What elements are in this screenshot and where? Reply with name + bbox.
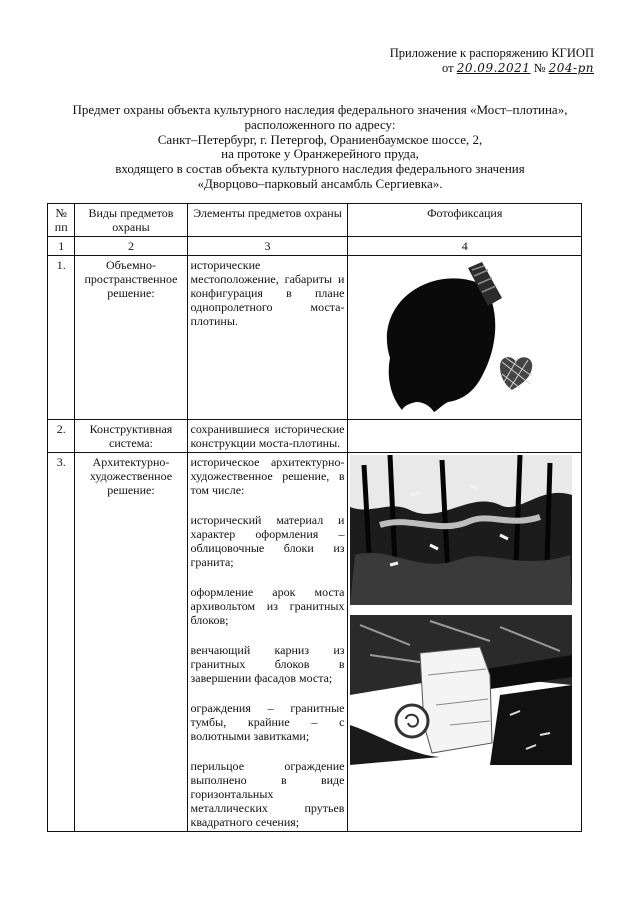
header-row xyxy=(48,204,582,237)
photo-cell xyxy=(348,256,582,420)
row-type: Архитектурно-художественное решение: xyxy=(75,453,187,832)
heading-line: на протоке у Оранжерейного пруда, xyxy=(221,146,419,162)
bridge-overhead-photo xyxy=(350,258,572,416)
handwritten-number: 204-рп xyxy=(548,61,594,75)
bridge-side-photo xyxy=(350,455,572,605)
element-text: оформление арок моста архивольтом из гранитных блоков; xyxy=(190,585,345,627)
header-photo: Фотофиксация xyxy=(348,204,582,237)
index-cell: 1 xyxy=(48,237,75,256)
row-number: 2. xyxy=(48,420,75,453)
row-elements xyxy=(187,453,348,832)
heading-line: расположенного по адресу: xyxy=(244,116,396,132)
appendix-date-line: от 20.09.2021 № 204-рп xyxy=(442,61,594,75)
element-text: венчающий карниз из гранитных блоков в завершении фасадов моста; xyxy=(190,643,345,685)
appendix-note xyxy=(390,46,594,76)
photo-cell xyxy=(348,453,582,832)
row-elements xyxy=(187,420,348,453)
heading-line: Санкт–Петербург, г. Петергоф, Ораниенбаумское шоссе, 2, xyxy=(157,131,483,147)
heading-line: «Дворцово–парковый ансамбль Сергиевка». xyxy=(197,175,443,191)
index-cell: 4 xyxy=(348,237,582,256)
document-heading xyxy=(40,103,600,192)
index-cell: 2 xyxy=(75,237,187,256)
granite-bollard-photo xyxy=(350,615,572,765)
protection-table xyxy=(47,203,582,832)
element-text: историческое архитектурно-художественное решение, в том числе: xyxy=(190,455,345,497)
row-elements xyxy=(187,256,348,420)
heading-line: входящего в состав объекта культурного наследия федерального значения xyxy=(115,161,525,177)
index-cell: 3 xyxy=(187,237,348,256)
row-type: Конструктивная система: xyxy=(75,420,187,453)
appendix-title: Приложение к распоряжению КГИОП xyxy=(389,46,594,60)
header-elements: Элементы предметов охраны xyxy=(187,204,348,237)
row-number: 3. xyxy=(48,453,75,832)
photo-cell-empty xyxy=(348,420,582,453)
header-type: Виды предметов охраны xyxy=(75,204,187,237)
element-text: перильцое ограждение выполнено в виде горизонтальных металлических прутьев квадратного сечения; xyxy=(190,759,345,829)
element-text: исторические местоположение, габариты и конфигурация в плане однопролетного моста-плотины. xyxy=(190,258,345,328)
element-text: исторический материал и характер оформления – облицовочные блоки из гранита; xyxy=(190,513,345,569)
header-num: № пп xyxy=(48,204,75,237)
element-text: сохранившиеся исторические конструкции моста-плотины. xyxy=(190,422,345,450)
handwritten-date: 20.09.2021 xyxy=(456,61,531,75)
table-row xyxy=(48,256,582,420)
table-row xyxy=(48,420,582,453)
row-type: Объемно-пространственное решение: xyxy=(75,256,187,420)
table-row xyxy=(48,453,582,832)
index-row xyxy=(48,237,582,256)
element-text: ограждения – гранитные тумбы, крайние – с волютными завитками; xyxy=(190,701,345,743)
row-number: 1. xyxy=(48,256,75,420)
heading-line: Предмет охраны объекта культурного наследия федерального значения «Мост–плотина», xyxy=(72,102,568,117)
